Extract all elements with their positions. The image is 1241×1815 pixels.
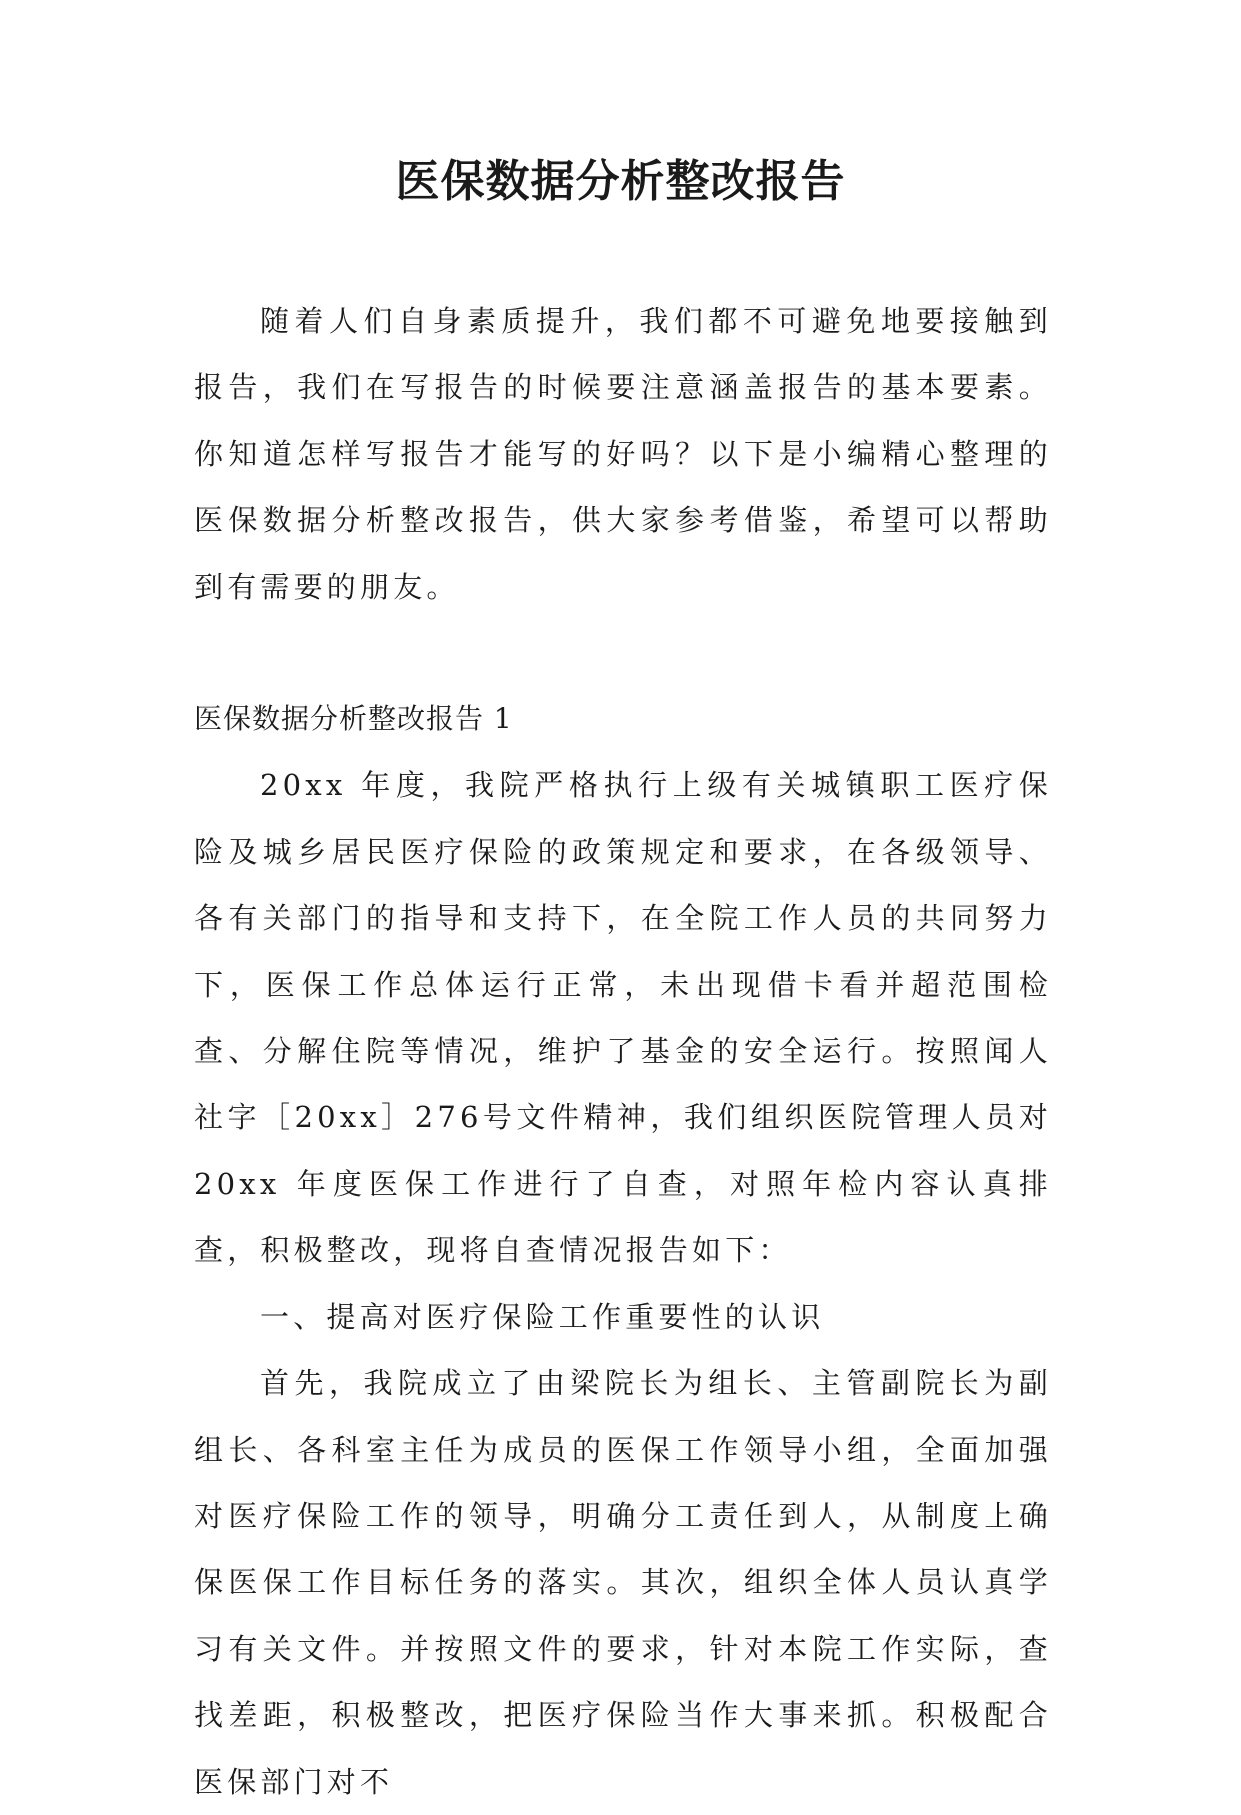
body-paragraph-1: 20xx 年度，我院严格执行上级有关城镇职工医疗保险及城乡居民医疗保险的政策规定和要求，在各级领导、各有关部门的指导和支持下，在全院工作人员的共同努力下，医保工作总体运行正常，未出现借卡看并超范围检查、分解住院等情况，维护了基金的安全运行。按照闻人社字［20xx］276号文件精神，我们组织医院管理人员对 20xx 年度医保工作进行了自查，对照年检内容认真排查，积极整改，现将自查情况报告如下：: [194, 768, 1052, 1268]
document-body: [194, 288, 1052, 1815]
section-title: 医保数据分析整改报告 1: [194, 702, 513, 736]
body-paragraph-2: 首先，我院成立了由梁院长为组长、主管副院长为副组长、各科室主任为成员的医保工作领导小组，全面加强对医疗保险工作的领导，明确分工责任到人，从制度上确保医保工作目标任务的落实。其次，组织全体人员认真学习有关文件。并按照文件的要求，针对本院工作实际，查找差距，积极整改，把医疗保险当作大事来抓。积极配合医保部门对不: [194, 1366, 1052, 1799]
paragraph-spacer: [194, 620, 1052, 686]
document-title: 医保数据分析整改报告: [395, 156, 846, 207]
intro-paragraph: 随着人们自身素质提升，我们都不可避免地要接触到报告，我们在写报告的时候要注意涵盖报告的基本要素。你知道怎样写报告才能写的好吗？以下是小编精心整理的医保数据分析整改报告，供大家参考借鉴，希望可以帮助到有需要的朋友。: [194, 304, 1052, 604]
subheading-1: 一、提高对医疗保险工作重要性的认识: [260, 1299, 825, 1334]
